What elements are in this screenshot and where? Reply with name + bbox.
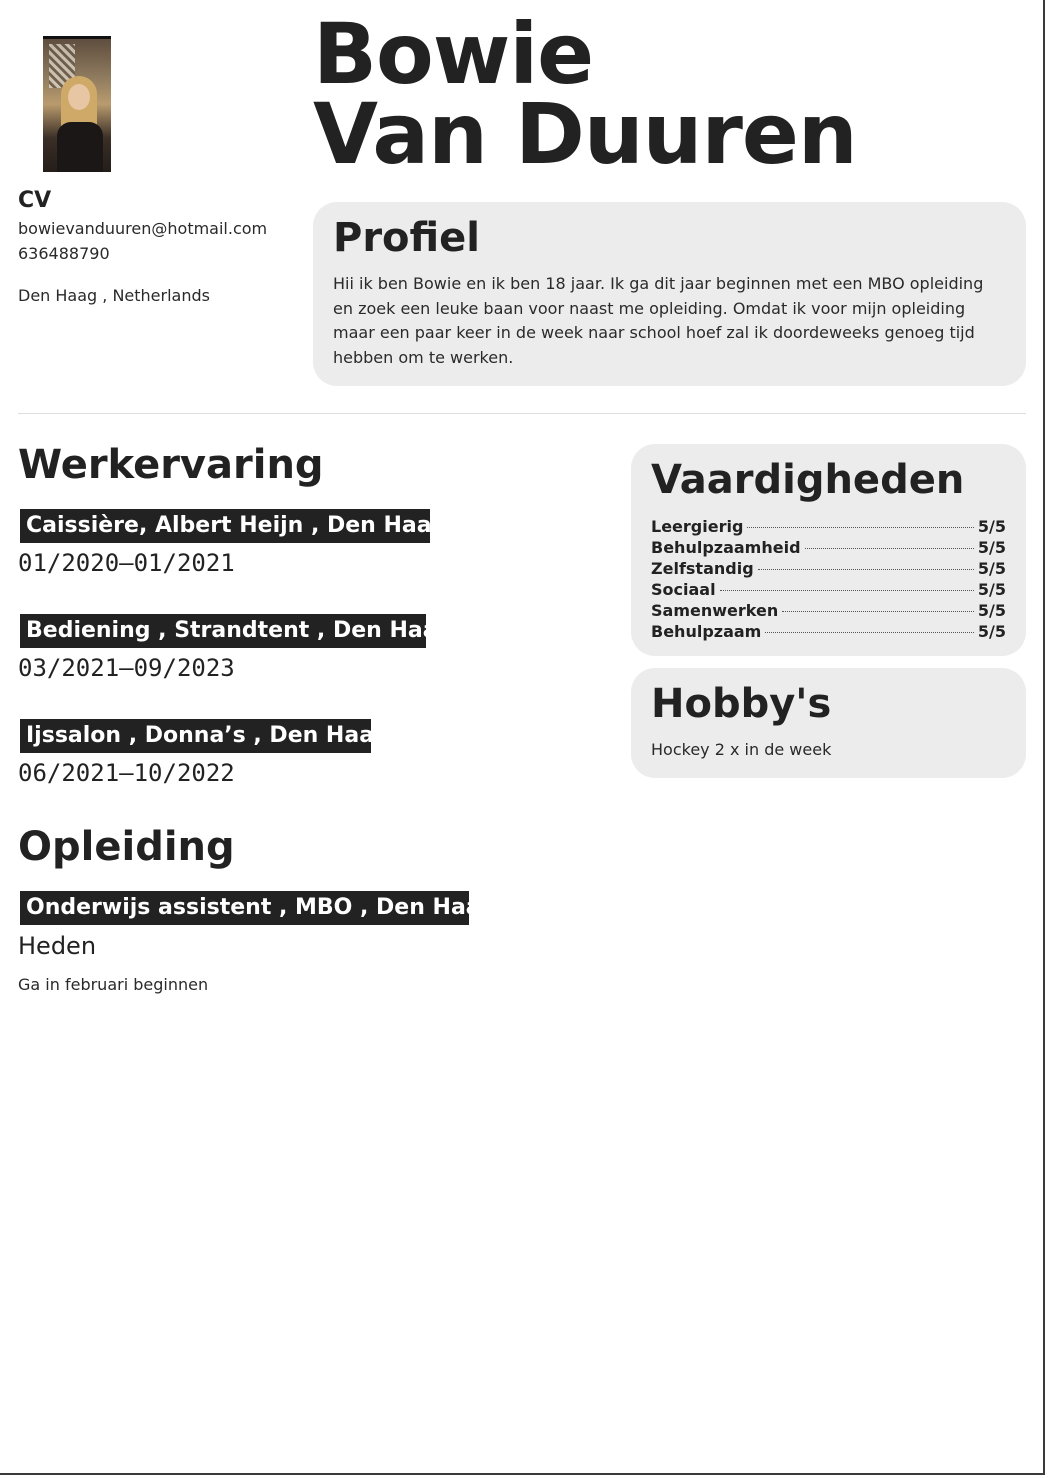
skill-row <box>651 537 1006 558</box>
skill-level: 5/5 <box>977 580 1006 599</box>
skill-level: 5/5 <box>977 559 1006 578</box>
job-dates: 01/2020—01/2021 <box>18 549 235 577</box>
skills-panel <box>631 444 1026 656</box>
skill-level: 5/5 <box>977 538 1006 557</box>
skill-row <box>651 621 1006 642</box>
hobbies-panel <box>631 668 1026 778</box>
education-title: Opleiding <box>18 824 235 870</box>
education-note: Ga in februari beginnen <box>18 975 209 994</box>
skill-row <box>651 600 1006 621</box>
hobbies-text: Hockey 2 x in de week <box>651 740 832 759</box>
experience-title: Werkervaring <box>18 442 324 488</box>
section-divider <box>18 413 1026 414</box>
contact-location: Den Haag , Netherlands <box>18 286 210 305</box>
skill-name: Behulpzaam <box>651 622 762 641</box>
skill-level: 5/5 <box>977 622 1006 641</box>
skill-name: Zelfstandig <box>651 559 754 578</box>
skill-name: Sociaal <box>651 580 716 599</box>
first-name: Bowie <box>313 5 594 103</box>
skill-row <box>651 579 1006 600</box>
education-title-bar: Onderwijs assistent , MBO , Den Haag <box>20 891 469 925</box>
contact-email[interactable]: bowievanduuren@hotmail.com <box>18 219 268 238</box>
job-dates: 06/2021—10/2022 <box>18 759 235 787</box>
job-title: Caissière, Albert Heijn , Den Haag <box>20 509 430 543</box>
contact-phone[interactable]: 636488790 <box>18 244 110 263</box>
skills-title: Vaardigheden <box>651 457 965 503</box>
skill-level: 5/5 <box>977 601 1006 620</box>
skill-name: Leergierig <box>651 517 744 536</box>
job-dates: 03/2021—09/2023 <box>18 654 235 682</box>
skill-row <box>651 558 1006 579</box>
education-dates: Heden <box>18 932 97 960</box>
skill-name: Behulpzaamheid <box>651 538 801 557</box>
job-title: Bediening , Strandtent , Den Haag <box>20 614 426 648</box>
profile-panel <box>313 202 1026 386</box>
job-title: Ijssalon , Donna’s , Den Haag <box>20 719 371 753</box>
skill-row <box>651 516 1006 537</box>
hobbies-title: Hobby's <box>651 681 832 727</box>
profile-title: Profiel <box>333 215 481 261</box>
cv-label: CV <box>18 188 52 213</box>
last-name: Van Duuren <box>313 85 857 183</box>
profile-photo <box>43 36 111 172</box>
skill-level: 5/5 <box>977 517 1006 536</box>
skill-name: Samenwerken <box>651 601 779 620</box>
profile-text: Hii ik ben Bowie en ik ben 18 jaar. Ik ga dit jaar beginnen met een MBO opleiding en zoek een leuke baan voor naast me opleiding. Omdat ik voor mijn opleiding maar een paar keer in de week naar school hoef zal ik doordeweeks genoeg tijd hebben om te werken. <box>333 274 984 367</box>
full-name <box>313 5 1013 183</box>
